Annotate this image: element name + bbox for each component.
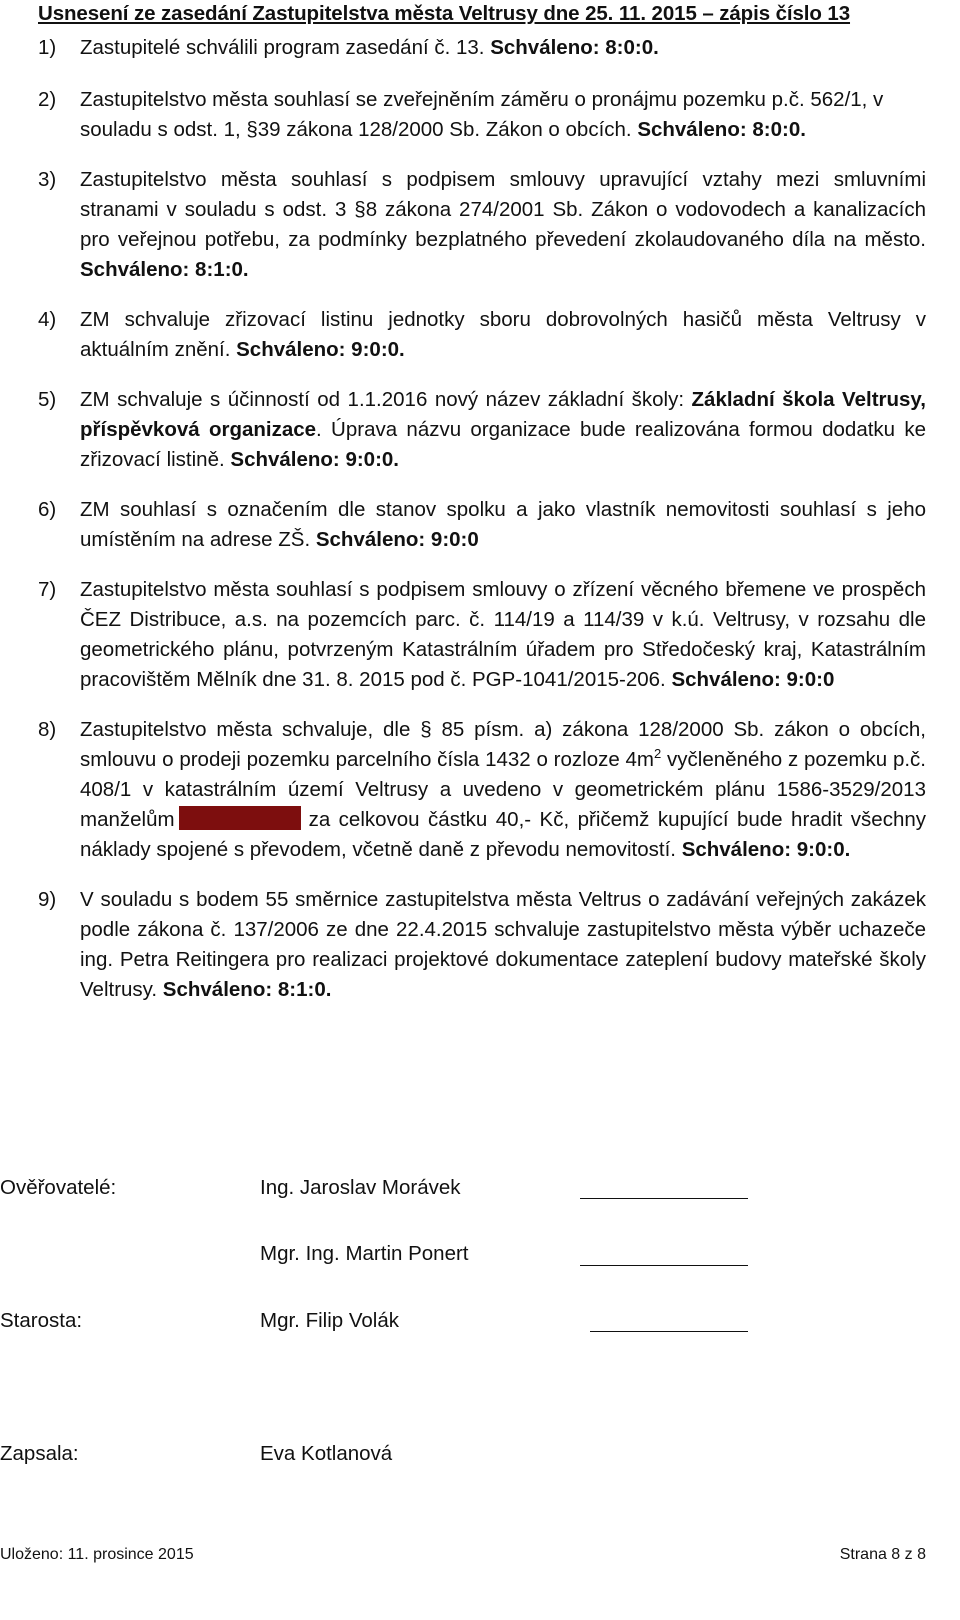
approval-result: Schváleno: 8:0:0. (490, 36, 659, 59)
item-text: ZM souhlasí s označením dle stanov spolku a jako vlastník nemovitosti souhlasí s jeho umístěním na adrese ZŠ. Schváleno: 9:0:0 (80, 498, 926, 551)
approval-result: Schváleno: 9:0:0 (671, 668, 835, 691)
signature-line (590, 1331, 748, 1332)
list-item (38, 33, 926, 63)
signature-line (580, 1265, 748, 1266)
item-text: Zastupitelé schválili program zasedání č. 13. Schváleno: 8:0:0. (80, 36, 659, 59)
approval-result: Schváleno: 9:0:0. (230, 448, 400, 471)
list-item (38, 85, 926, 145)
item-number: 8) (38, 718, 57, 741)
approval-result: Schváleno: 9:0:0. (681, 838, 851, 861)
approval-result: Schváleno: 9:0:0. (236, 338, 405, 361)
list-item (38, 715, 926, 865)
verifiers-label: Ověřovatelé: (0, 1176, 117, 1199)
redacted-name (179, 806, 301, 830)
item-number: 5) (38, 388, 57, 411)
approval-result: Schváleno: 8:1:0. (162, 978, 332, 1001)
approval-result: Schváleno: 8:1:0. (80, 258, 249, 281)
item-text: Zastupitelstvo města souhlasí se zveřejněním záměru o pronájmu pozemku p.č. 562/1, v souladu s odst. 1, §39 zákona 128/2000 Sb. Zákon o obcích. Schváleno: 8:0:0. (80, 88, 884, 141)
item-text: Zastupitelstvo města souhlasí s podpisem smlouvy upravující vztahy mezi smluvními stranami v souladu s odst. 3 §8 zákona 274/2001 Sb. Zákon o vodovodech a kanalizacích pro veřejnou potřebu, za podmínky bezplatného převedení zkolaudovaného díla na město. Schváleno: 8:1:0. (80, 168, 926, 281)
recorder-label: Zapsala: (0, 1442, 79, 1465)
item-text: ZM schvaluje zřizovací listinu jednotky sboru dobrovolných hasičů města Veltrusy v aktuálním znění. Schváleno: 9:0:0. (80, 308, 926, 361)
item-text: V souladu s bodem 55 směrnice zastupitelstva města Veltrus o zadávání veřejných zakázek podle zákona č. 137/2006 ze dne 22.4.2015 schvaluje zastupitelstvo města výběr uchazeče ing. Petra Reitingera pro realizaci projektové dokumentace zateplení budovy mateřské školy Veltrusy. Schváleno: 8:1:0. (80, 888, 926, 1001)
item-number: 4) (38, 308, 57, 331)
footer-saved-date: Uloženo: 11. prosince 2015 (0, 1546, 194, 1563)
list-item (38, 495, 926, 555)
superscript: 2 (654, 746, 662, 761)
item-number: 9) (38, 888, 57, 911)
verifier-2-name: Mgr. Ing. Martin Ponert (260, 1242, 469, 1265)
item-number: 6) (38, 498, 57, 521)
list-item (38, 305, 926, 365)
item-number: 3) (38, 168, 57, 191)
item-number: 7) (38, 578, 57, 601)
footer-page-number: Strana 8 z 8 (839, 1546, 926, 1563)
list-item (38, 165, 926, 285)
list-item (38, 385, 926, 475)
signature-line (580, 1198, 748, 1199)
resolutions-list (38, 33, 926, 1005)
school-name: Základní škola Veltrusy, příspěvková organizace (80, 388, 926, 441)
item-number: 1) (38, 36, 57, 59)
item-number: 2) (38, 88, 57, 111)
list-item (38, 575, 926, 695)
list-item (38, 885, 926, 1005)
verifier-1-name: Ing. Jaroslav Morávek (260, 1176, 461, 1199)
item-text: Zastupitelstvo města souhlasí s podpisem smlouvy o zřízení věcného břemene ve prospěch ČEZ Distribuce, a.s. na pozemcích parc. č. 114/19 a 114/39 v k.ú. Veltrusy, v rozsahu dle geometrického plánu, potvrzeným Katastrálním úřadem pro Středočeský kraj, Katastrálním pracovištěm Mělník dne 31. 8. 2015 pod č. PGP-1041/2015-206. Schváleno: 9:0:0 (80, 578, 926, 691)
mayor-name: Mgr. Filip Volák (260, 1309, 399, 1332)
item-text: Zastupitelstvo města schvaluje, dle § 85 písm. a) zákona 128/2000 Sb. zákon o obcích, smlouvu o prodeji pozemku parcelního čísla 1432 o rozloze $4m^2$ vyčleněného z pozemku p.č. 408/1 v katastrálním území Veltrusy a uvedeno v geometrickém plánu 1586-3529/2013 manželům za celkovou částku 40,- Kč, přičemž kupující bude hradit všechny náklady spojené s převodem, včetně daně z převodu nemovitostí. Schváleno: 9:0:0. (80, 718, 926, 861)
page-title: Usnesení ze zasedání Zastupitelstva města Veltrusy dne 25. 11. 2015 – zápis číslo 13 (38, 2, 851, 25)
approval-result: Schváleno: 8:0:0. (637, 118, 806, 141)
recorder-name: Eva Kotlanová (260, 1442, 393, 1465)
mayor-label: Starosta: (0, 1309, 83, 1332)
approval-result: Schváleno: 9:0:0 (315, 528, 479, 551)
item-text: ZM schvaluje s účinností od 1.1.2016 nový název základní školy: Základní škola Veltrusy, příspěvková organizace. Úprava názvu organizace bude realizována formou dodatku ke zřizovací listině. Schváleno: 9:0:0. (80, 388, 927, 471)
